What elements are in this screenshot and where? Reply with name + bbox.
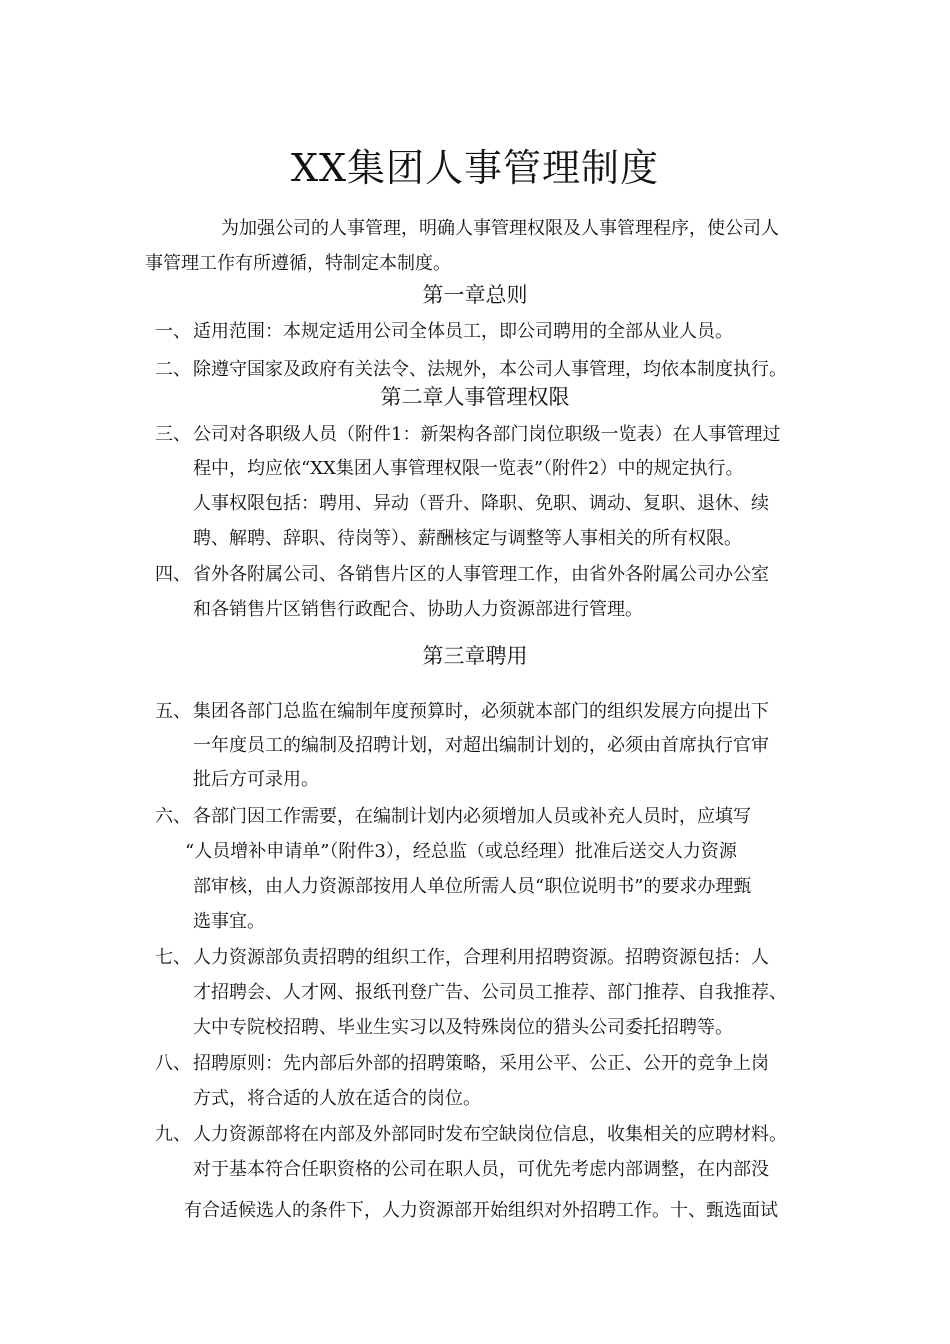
article-line: 聘、解聘、辞职、待岗等）、薪酬核定与调整等人事相关的所有权限。 [193, 528, 742, 549]
article-line: 招聘原则：先内部后外部的招聘策略，采用公平、公正、公开的竞争上岗 [193, 1053, 769, 1074]
article-line: 集团各部门总监在编制年度预算时，必须就本部门的组织发展方向提出下 [193, 701, 769, 722]
article-number: 九、 [155, 1124, 191, 1145]
article-line: 批后方可录用。 [193, 769, 319, 790]
article-number: 八、 [155, 1053, 191, 1074]
article-line: 各部门因工作需要，在编制计划内必须增加人员或补充人员时，应填写 [193, 806, 751, 827]
article-line: 人事权限包括：聘用、异动（晋升、降职、免职、调动、复职、退休、续 [193, 493, 769, 514]
article-number: 四、 [155, 564, 191, 585]
article-line: 程中，均应依“XX集团人事管理权限一览表”（附件2）中的规定执行。 [193, 458, 744, 479]
article-number: 六、 [155, 806, 191, 827]
article-line: 方式，将合适的人放在适合的岗位。 [193, 1088, 481, 1109]
article-number: 一、 [155, 321, 191, 342]
article-line: 省外各附属公司、各销售片区的人事管理工作，由省外各附属公司办公室 [193, 564, 769, 585]
article-number: 二、 [155, 359, 191, 380]
chapter-heading-2: 第二章人事管理权限 [380, 385, 570, 409]
article-line: 适用范围：本规定适用公司全体员工，即公司聘用的全部从业人员。 [193, 321, 733, 342]
article-line: 才招聘会、人才网、报纸刊登广告、公司员工推荐、部门推荐、自我推荐、 [193, 982, 787, 1003]
article-line: 公司对各职级人员（附件1：新架构各部门岗位职级一览表）在人事管理过 [193, 424, 781, 445]
article-line-continued: 有合适候选人的条件下，人力资源部开始组织对外招聘工作。十、甄选面试 [184, 1200, 778, 1221]
article-line: 选事宜。 [193, 911, 265, 932]
article-line: 除遵守国家及政府有关法令、法规外，本公司人事管理，均依本制度执行。 [193, 359, 787, 380]
article-line: 对于基本符合任职资格的公司在职人员，可优先考虑内部调整，在内部没 [193, 1159, 769, 1180]
article-line: 大中专院校招聘、毕业生实习以及特殊岗位的猎头公司委托招聘等。 [193, 1017, 733, 1038]
intro-line-1: 为加强公司的人事管理，明确人事管理权限及人事管理程序，使公司人 [221, 218, 779, 239]
chapter-heading-1: 第一章总则 [422, 283, 528, 307]
article-line: 一年度员工的编制及招聘计划，对超出编制计划的，必须由首席执行官审 [193, 735, 769, 756]
document-title: XX集团人事管理制度 [290, 146, 660, 190]
article-number: 三、 [155, 424, 191, 445]
article-number: 七、 [155, 947, 191, 968]
article-line: 和各销售片区销售行政配合、协助人力资源部进行管理。 [193, 599, 643, 620]
intro-line-2: 事管理工作有所遵循，特制定本制度。 [145, 253, 451, 274]
article-line: 人力资源部将在内部及外部同时发布空缺岗位信息，收集相关的应聘材料。 [193, 1124, 787, 1145]
article-line: 人力资源部负责招聘的组织工作，合理利用招聘资源。招聘资源包括：人 [193, 947, 769, 968]
chapter-heading-3: 第三章聘用 [422, 644, 528, 668]
article-line: “人员增补申请单”（附件3），经总监（或总经理）批准后送交人力资源 [185, 841, 737, 862]
article-number: 五、 [155, 701, 191, 722]
article-line: 部审核，由人力资源部按用人单位所需人员“职位说明书”的要求办理甄 [193, 876, 752, 897]
